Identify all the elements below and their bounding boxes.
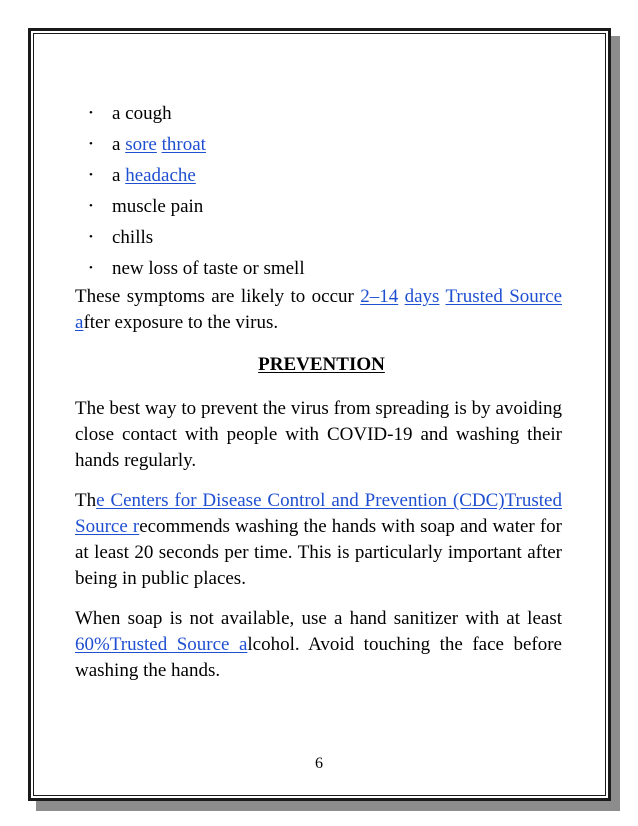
symptom-list-item xyxy=(75,160,562,191)
paragraph-sanitizer-text-after: lcohol. Avoid touching the face before washing the hands. xyxy=(75,634,562,681)
bullet-icon: • xyxy=(89,107,93,119)
symptoms-list xyxy=(75,98,562,284)
paragraph-cdc-text-after: ecommends washing the hands with soap and water for at least 20 seconds per time. This is particularly important after being in public places. xyxy=(75,516,562,589)
paragraph-sanitizer-text-before: When soap is not available, use a hand sanitizer with at least xyxy=(75,608,562,629)
link-trusted-source[interactable]: Trusted Source a xyxy=(75,286,562,333)
symptoms-note-text-after: fter exposure to the virus. xyxy=(83,312,279,333)
page-content xyxy=(75,98,562,684)
symptom-list-item xyxy=(75,253,562,284)
symptoms-note xyxy=(75,284,562,336)
symptom-list-item xyxy=(75,191,562,222)
symptom-link[interactable]: sore xyxy=(125,134,157,155)
symptom-text: new loss of taste or smell xyxy=(112,258,305,279)
symptom-link[interactable]: headache xyxy=(125,165,196,186)
symptom-text: muscle pain xyxy=(112,196,204,217)
symptom-link[interactable]: throat xyxy=(161,134,206,155)
paragraph-cdc-text-before: Th xyxy=(75,490,97,511)
symptom-text: a xyxy=(112,165,126,186)
link-alcohol-percentage[interactable]: 60%Trusted Source a xyxy=(75,634,248,655)
paragraph-sanitizer xyxy=(75,606,562,684)
bullet-icon: • xyxy=(89,169,93,181)
symptom-list-item xyxy=(75,98,562,129)
symptom-text: chills xyxy=(112,227,154,248)
symptom-list-item xyxy=(75,222,562,253)
paragraph-prevention-intro: The best way to prevent the virus from spreading is by avoiding close contact with people with COVID-19 and washing their hands regularly. xyxy=(75,398,562,471)
link-days[interactable]: days xyxy=(404,286,440,307)
symptom-text: a cough xyxy=(112,103,172,124)
page-number: 6 xyxy=(315,755,323,772)
link-cdc[interactable]: e Centers for Disease Control and Prevention (CDC)Trusted Source r xyxy=(75,490,562,537)
symptom-text: a xyxy=(112,134,126,155)
link-range[interactable]: 2–14 xyxy=(360,286,399,307)
symptom-list-item xyxy=(75,129,562,160)
paragraph-cdc xyxy=(75,488,562,592)
section-heading-prevention: PREVENTION xyxy=(258,354,385,375)
bullet-icon: • xyxy=(89,262,93,274)
bullet-icon: • xyxy=(89,138,93,150)
bullet-icon: • xyxy=(89,231,93,243)
symptoms-note-text-before: These symptoms are likely to occur xyxy=(75,286,361,307)
bullet-icon: • xyxy=(89,200,93,212)
